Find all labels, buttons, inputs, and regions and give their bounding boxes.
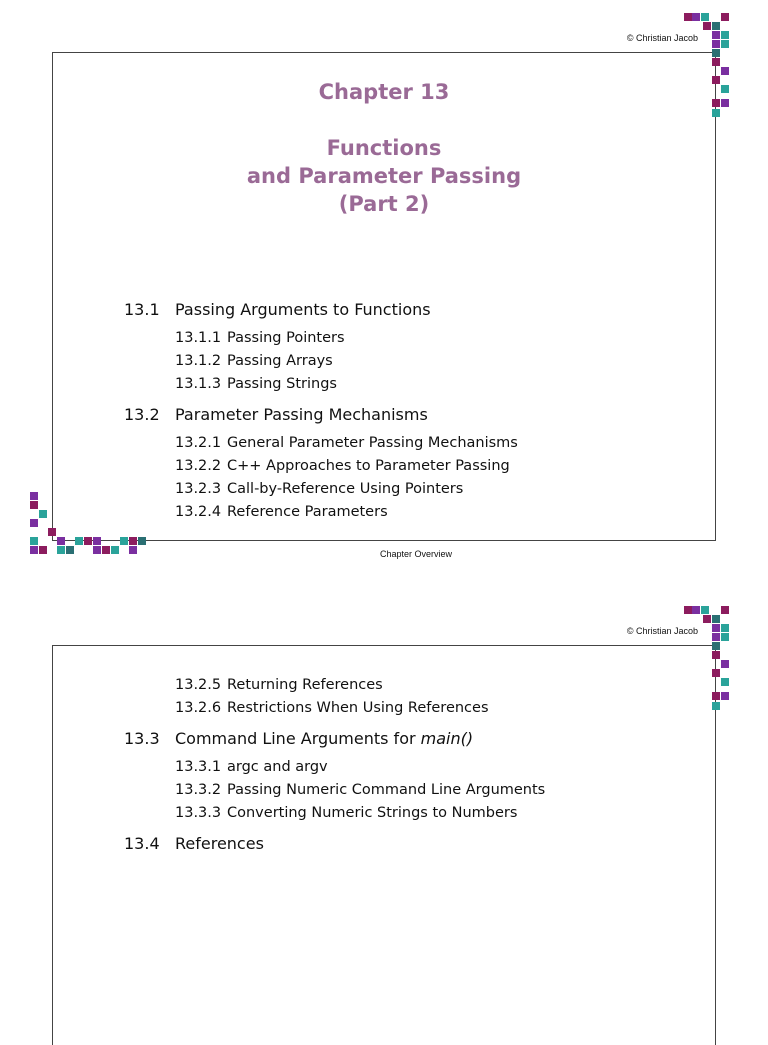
subsection-number: 13.3.1 bbox=[175, 759, 222, 775]
subsection-label: C++ Approaches to Parameter Passing bbox=[227, 458, 510, 474]
toc-subsection bbox=[175, 350, 518, 373]
subsection-label: Reference Parameters bbox=[227, 504, 388, 520]
toc-subsection bbox=[175, 756, 545, 779]
toc-subsection bbox=[175, 501, 518, 524]
subsection-label: Returning References bbox=[227, 677, 383, 693]
subsection-label: Call-by-Reference Using Pointers bbox=[227, 481, 464, 497]
section-number: 13.2 bbox=[124, 405, 160, 424]
toc-section-13-1 bbox=[124, 300, 518, 320]
subsection-number: 13.2.2 bbox=[175, 458, 222, 474]
toc-subsection bbox=[175, 697, 545, 720]
toc-subsection bbox=[175, 478, 518, 501]
section-number: 13.4 bbox=[124, 834, 160, 853]
section-label: Passing Arguments to Functions bbox=[175, 300, 431, 319]
chapter-title-line-2: and Parameter Passing bbox=[246, 164, 522, 188]
toc-subsection bbox=[175, 779, 545, 802]
copyright-notice: © Christian Jacob bbox=[626, 33, 698, 43]
toc-subsection bbox=[175, 455, 518, 478]
corner-decoration-top-right bbox=[684, 606, 734, 716]
table-of-contents bbox=[124, 300, 518, 524]
subsection-label: General Parameter Passing Mechanisms bbox=[227, 435, 518, 451]
section-label: References bbox=[175, 834, 264, 853]
subsection-number: 13.1.2 bbox=[175, 353, 222, 369]
table-of-contents-continued bbox=[124, 674, 545, 854]
section-label bbox=[175, 729, 473, 749]
section-number: 13.1 bbox=[124, 300, 160, 319]
toc-subsection bbox=[175, 674, 545, 697]
subsection-label: argc and argv bbox=[227, 759, 328, 775]
chapter-title-line-3: (Part 2) bbox=[338, 192, 430, 216]
subsection-label: Passing Pointers bbox=[227, 330, 345, 346]
subsection-number: 13.2.1 bbox=[175, 435, 222, 451]
chapter-number: Chapter 13 bbox=[318, 80, 450, 104]
toc-subsection bbox=[175, 802, 545, 825]
subsection-number: 13.2.4 bbox=[175, 504, 222, 520]
slide-chapter-overview-continued bbox=[0, 590, 768, 1024]
subsection-label: Passing Numeric Command Line Arguments bbox=[227, 782, 546, 798]
chapter-title bbox=[52, 78, 716, 218]
subsection-number: 13.2.6 bbox=[175, 700, 222, 716]
section-label-emphasis: main() bbox=[420, 729, 474, 748]
subsection-number: 13.2.5 bbox=[175, 677, 222, 693]
section-label-text: Command Line Arguments for bbox=[175, 729, 421, 748]
toc-section-13-4 bbox=[124, 834, 545, 854]
slide-footer: Chapter Overview bbox=[380, 549, 453, 559]
toc-subsection bbox=[175, 432, 518, 455]
copyright-notice: © Christian Jacob bbox=[626, 626, 698, 636]
toc-section-13-2 bbox=[124, 405, 518, 425]
toc-section-13-3 bbox=[124, 729, 545, 749]
toc-subsection bbox=[175, 373, 518, 396]
section-number: 13.3 bbox=[124, 729, 160, 748]
subsection-number: 13.3.2 bbox=[175, 782, 222, 798]
subsection-number: 13.2.3 bbox=[175, 481, 222, 497]
chapter-title-line-1: Functions bbox=[326, 136, 442, 160]
section-label: Parameter Passing Mechanisms bbox=[175, 405, 428, 424]
subsection-number: 13.1.1 bbox=[175, 330, 222, 346]
subsection-label: Converting Numeric Strings to Numbers bbox=[227, 805, 518, 821]
subsection-label: Passing Strings bbox=[227, 376, 337, 392]
subsection-number: 13.1.3 bbox=[175, 376, 222, 392]
subsection-label: Restrictions When Using References bbox=[227, 700, 489, 716]
toc-subsection bbox=[175, 327, 518, 350]
subsection-number: 13.3.3 bbox=[175, 805, 222, 821]
subsection-label: Passing Arrays bbox=[227, 353, 333, 369]
